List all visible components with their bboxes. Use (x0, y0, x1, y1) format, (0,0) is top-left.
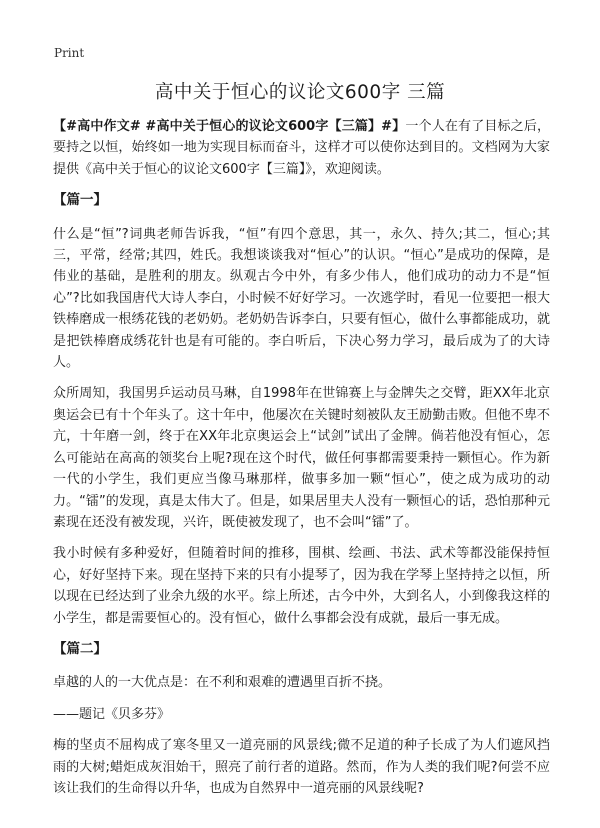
section1-paragraph-2: 众所周知，我国男乒运动员马琳，自1998年在世锦赛上与金牌失之交臂，距XX年北京奥运会已有十个年头了。这十年中，他屡次在关键时刻被队友王励勤击败。但他不卑不亢，十年磨一剑，终于在XX年北京奥运会上“试剑”试出了金牌。倘若他没有恒心，怎么可能站在高高的领奖台上呢?现在这个时代，做任何事都需要秉持一颗恒心。作为新一代的小学生，我们更应当像马琳那样，做事多加一颗“恒心”，使之成为成功的动力。“镭”的发现，真是太伟大了。但是，如果居里夫人没有一颗恒心的话，恐怕那种元素现在还没有被发现，兴许，既使被发现了，也不会叫“镭”了。 (53, 386, 550, 530)
section-heading-1: 【篇一】 (53, 192, 107, 209)
section1-paragraph-1: 什么是“恒”?词典老师告诉我，“恒”有四个意思，其一，永久、持久;其二，恒心;其三，平常，经常;其四，姓氏。我想谈谈我对“恒心”的认识。“恒心”是成功的保障，是伟业的基础，是胜利的朋友。纵观古今中外，有多少伟人，他们成功的动力不是“恒心”?比如我国唐代大诗人李白，小时候不好好学习。一次逃学时，看见一位要把一根大铁棒磨成一根绣花钱的老奶奶。老奶奶告诉李白，只要有恒心，做什么事都能成功，就是把铁棒磨成绣花针也是有可能的。李白听后，下决心努力学习，最后成为了的大诗人。 (53, 226, 550, 371)
section2-paragraph-1: 梅的坚贞不屈构成了寒冬里又一道亮丽的风景线;微不足道的种子长成了为人们遮风挡雨的大树;蜡炬成灰泪始干，照亮了前行者的道路。然而，作为人类的我们呢?何尝不应该让我们的生命得以升华，也成为自然界中一道亮丽的风景线呢? (53, 738, 550, 796)
article-body (53, 116, 550, 809)
section2-attribution: ——题记《贝多芬》 (53, 706, 171, 722)
section-heading-2: 【篇二】 (53, 640, 107, 657)
intro-lead: 【#高中作文# #高中关于恒心的议论文600字【三篇】#】 (53, 119, 406, 134)
page-title: 高中关于恒心的议论文600字 三篇 (154, 82, 446, 103)
section1-paragraph-3: 我小时候有多种爱好，但随着时间的推移，围棋、绘画、书法、武术等都没能保持恒心，好好坚持下来。现在坚持下来的只有小提琴了，因为我在学琴上坚持持之以恒，所以现在已经达到了业余九级的水平。综上所述，古今中外，大到名人，小到像我这样的小学生，都是需要恒心的。没有恒心，做什么事都会没有成就，最后一事无成。 (53, 546, 550, 626)
intro-text: 一个人在有了目标之后，要持之以恒，始终如一地为实现目标而奋斗，这样才可以使你达到目的。文档网为大家提供《高中关于恒心的议论文600字【三篇】》，欢迎阅读。 (53, 119, 550, 177)
section2-quote: 卓越的人的一大优点是：在不利和艰难的遭遇里百折不挠。 (53, 675, 392, 691)
intro-paragraph (53, 116, 550, 180)
print-label: Print (54, 46, 85, 60)
